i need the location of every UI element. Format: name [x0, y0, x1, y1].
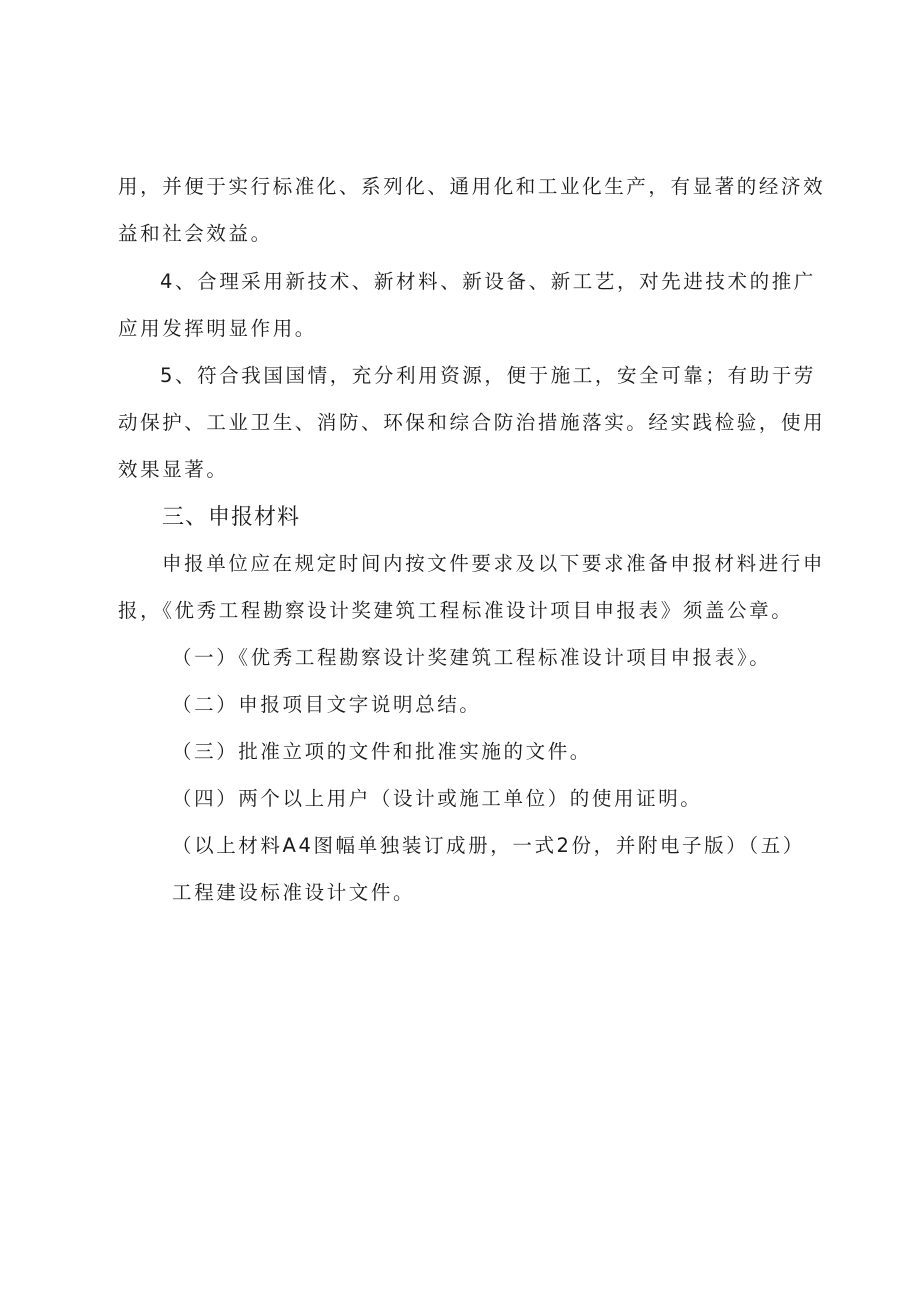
item-5-line-1: 5、符合我国国情，充分利用资源，便于施工，安全可靠；有助于劳: [160, 364, 816, 387]
section-intro-line-2: 报，《优秀工程勘察设计奖建筑工程标准设计项目申报表》须盖公章。: [118, 599, 794, 622]
section-intro-line-1: 申报单位应在规定时间内按文件要求及以下要求准备申报材料进行申: [162, 552, 826, 575]
material-item-1: （一）《优秀工程勘察设计奖建筑工程标准设计项目申报表》。: [172, 646, 772, 669]
item-4-line-2: 应用发挥明显作用。: [118, 317, 317, 340]
paragraph-3-line-1: 用，并便于实行标准化、系列化、通用化和工业化生产，有显著的经济效: [118, 175, 826, 198]
material-note: （以上材料A4图幅单独装订成册，一式2份，并附电子版）（五）: [172, 834, 805, 857]
section-heading: 三、申报材料: [162, 505, 301, 530]
item-4-line-1: 4、合理采用新技术、新材料、新设备、新工艺，对先进技术的推广: [160, 270, 816, 293]
material-item-5: 工程建设标准设计文件。: [172, 881, 416, 904]
item-5-line-3: 效果显著。: [118, 458, 229, 481]
material-item-2: （二）申报项目文字说明总结。: [172, 693, 482, 716]
material-item-3: （三）批准立项的文件和批准实施的文件。: [172, 740, 592, 763]
material-item-4: （四）两个以上用户（设计或施工单位）的使用证明。: [172, 787, 703, 810]
paragraph-3-line-2: 益和社会效益。: [118, 222, 273, 245]
item-5-line-2: 动保护、工业卫生、消防、环保和综合防治措施落实。经实践检验，使用: [118, 411, 826, 434]
